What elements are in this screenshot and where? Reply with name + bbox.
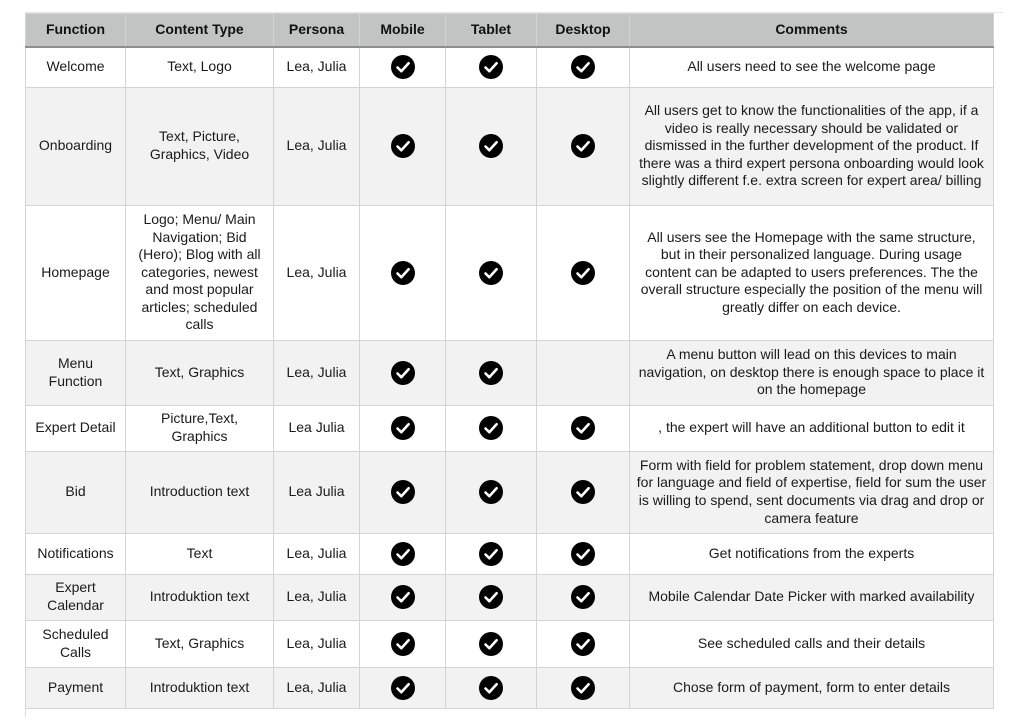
check-circle-icon <box>391 58 415 74</box>
table-row <box>26 620 994 667</box>
cell-tablet <box>446 451 537 533</box>
check-circle-icon <box>571 588 595 604</box>
cell-content-type: Text <box>126 533 274 574</box>
check-circle-icon <box>479 678 503 694</box>
cell-function: Scheduled Calls <box>26 620 126 667</box>
cell-persona: Lea, Julia <box>274 340 360 405</box>
requirements-table <box>25 13 994 709</box>
check-circle-icon <box>479 483 503 499</box>
cell-function: Bid <box>26 451 126 533</box>
cell-persona: Lea, Julia <box>274 620 360 667</box>
check-circle-icon <box>479 58 503 74</box>
header-function: Function <box>26 14 126 48</box>
cell-desktop <box>537 205 630 340</box>
cell-desktop <box>537 574 630 620</box>
cell-comments: Chose form of payment, form to enter details <box>630 667 994 708</box>
cell-mobile <box>360 87 446 205</box>
cell-tablet <box>446 405 537 451</box>
cell-content-type: Text, Picture, Graphics, Video <box>126 87 274 205</box>
cell-comments: , the expert will have an additional button to edit it <box>630 405 994 451</box>
cell-content-type: Introduction text <box>126 451 274 533</box>
cell-content-type: Introduktion text <box>126 667 274 708</box>
cell-tablet <box>446 205 537 340</box>
cell-persona: Lea, Julia <box>274 87 360 205</box>
check-circle-icon <box>391 419 415 435</box>
check-circle-icon <box>391 263 415 279</box>
table-row <box>26 533 994 574</box>
cell-content-type: Picture,Text, Graphics <box>126 405 274 451</box>
cell-persona: Lea, Julia <box>274 667 360 708</box>
cell-desktop <box>537 87 630 205</box>
cell-persona: Lea, Julia <box>274 205 360 340</box>
cell-tablet <box>446 533 537 574</box>
cell-function: Expert Calendar <box>26 574 126 620</box>
cell-comments: See scheduled calls and their details <box>630 620 994 667</box>
cell-desktop <box>537 533 630 574</box>
check-circle-icon <box>479 544 503 560</box>
cell-function: Expert Detail <box>26 405 126 451</box>
bottom-divider <box>25 707 26 717</box>
check-circle-icon <box>479 419 503 435</box>
cell-comments: A menu button will lead on this devices to main navigation, on desktop there is enough space to place it on the homepage <box>630 340 994 405</box>
cell-content-type: Introduktion text <box>126 574 274 620</box>
header-mobile: Mobile <box>360 14 446 48</box>
cell-comments: Form with field for problem statement, drop down menu for language and field of expertise, field for sum the user is willing to spend, sent documents via drag and drop or camera feature <box>630 451 994 533</box>
cell-function: Payment <box>26 667 126 708</box>
cell-desktop <box>537 340 630 405</box>
cell-function: Menu Function <box>26 340 126 405</box>
header-desktop: Desktop <box>537 14 630 48</box>
check-circle-icon <box>391 363 415 379</box>
cell-desktop <box>537 451 630 533</box>
cell-comments: All users need to see the welcome page <box>630 47 994 87</box>
check-circle-icon <box>479 634 503 650</box>
cell-comments: Get notifications from the experts <box>630 533 994 574</box>
check-circle-icon <box>571 678 595 694</box>
cell-mobile <box>360 340 446 405</box>
cell-function: Welcome <box>26 47 126 87</box>
header-content-type: Content Type <box>126 14 274 48</box>
cell-function: Notifications <box>26 533 126 574</box>
cell-content-type: Logo; Menu/ Main Navigation; Bid (Hero); Blog with all categories, newest and most popular articles; scheduled calls <box>126 205 274 340</box>
cell-mobile <box>360 667 446 708</box>
cell-persona: Lea, Julia <box>274 533 360 574</box>
table-row <box>26 451 994 533</box>
cell-mobile <box>360 620 446 667</box>
check-circle-icon <box>391 544 415 560</box>
check-circle-icon <box>391 588 415 604</box>
cell-content-type: Text, Graphics <box>126 620 274 667</box>
check-circle-icon <box>571 58 595 74</box>
cell-mobile <box>360 47 446 87</box>
check-circle-icon <box>479 263 503 279</box>
check-circle-icon <box>391 483 415 499</box>
table-row <box>26 574 994 620</box>
check-circle-icon <box>571 419 595 435</box>
cell-desktop <box>537 47 630 87</box>
table-row <box>26 87 994 205</box>
cell-tablet <box>446 340 537 405</box>
check-circle-icon <box>571 137 595 153</box>
cell-content-type: Text, Graphics <box>126 340 274 405</box>
cell-persona: Lea Julia <box>274 451 360 533</box>
header-comments: Comments <box>630 14 994 48</box>
cell-comments: Mobile Calendar Date Picker with marked availability <box>630 574 994 620</box>
cell-tablet <box>446 47 537 87</box>
check-circle-icon <box>571 634 595 650</box>
cell-tablet <box>446 667 537 708</box>
cell-mobile <box>360 451 446 533</box>
cell-tablet <box>446 574 537 620</box>
table-row <box>26 205 994 340</box>
header-row <box>26 14 994 48</box>
cell-desktop <box>537 620 630 667</box>
cell-desktop <box>537 667 630 708</box>
cell-tablet <box>446 620 537 667</box>
cell-mobile <box>360 533 446 574</box>
cell-mobile <box>360 405 446 451</box>
header-persona: Persona <box>274 14 360 48</box>
cell-tablet <box>446 87 537 205</box>
cell-desktop <box>537 405 630 451</box>
header-tablet: Tablet <box>446 14 537 48</box>
check-circle-icon <box>479 137 503 153</box>
cell-function: Onboarding <box>26 87 126 205</box>
cell-function: Homepage <box>26 205 126 340</box>
cell-persona: Lea, Julia <box>274 47 360 87</box>
cell-comments: All users get to know the functionalities of the app, if a video is really necessary should be validated or dismissed in the further development of the product. If there was a third expert persona onboarding would look slightly different f.e. extra screen for expert area/ billing <box>630 87 994 205</box>
table-row <box>26 405 994 451</box>
cell-mobile <box>360 574 446 620</box>
table-row <box>26 47 994 87</box>
check-circle-icon <box>571 263 595 279</box>
table-row <box>26 340 994 405</box>
cell-persona: Lea Julia <box>274 405 360 451</box>
check-circle-icon <box>391 634 415 650</box>
cell-comments: All users see the Homepage with the same structure, but in their personalized language. During usage content can be adapted to users preferences. The the overall structure especially the position of the menu will greatly differ on each device. <box>630 205 994 340</box>
check-circle-icon <box>479 363 503 379</box>
cell-persona: Lea, Julia <box>274 574 360 620</box>
check-circle-icon <box>391 137 415 153</box>
check-circle-icon <box>391 678 415 694</box>
cell-content-type: Text, Logo <box>126 47 274 87</box>
table-row <box>26 667 994 708</box>
check-circle-icon <box>479 588 503 604</box>
check-circle-icon <box>571 544 595 560</box>
check-circle-icon <box>571 483 595 499</box>
cell-mobile <box>360 205 446 340</box>
